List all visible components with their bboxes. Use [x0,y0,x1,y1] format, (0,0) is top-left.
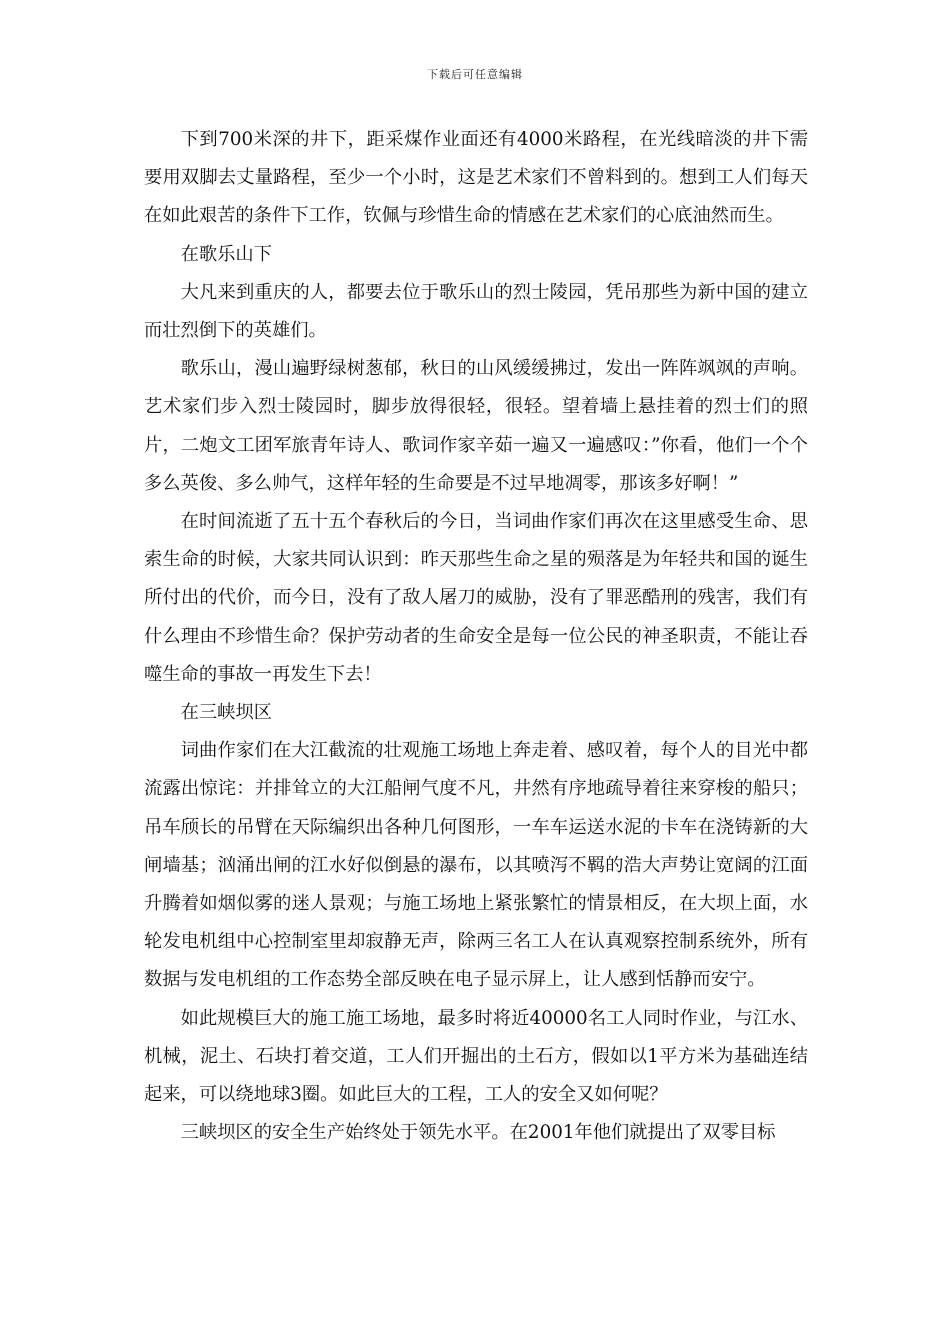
paragraph-martyrs-cemetery: 大凡来到重庆的人，都要去位于歌乐山的烈士陵园，凭吊那些为新中国的建立而壮烈倒下的英雄们。 [144,281,808,342]
document-body [144,121,808,1152]
paragraph-construction-site: 词曲作家们在大江截流的壮观施工场地上奔走着、感叹着，每个人的目光中都流露出惊诧：并排耸立的大江船闸气度不凡，井然有序地疏导着往来穿梭的船只；吊车颀长的吊臂在天际编织出各种几何图形，一车车运送水泥的卡车在浇铸新的大闸墙基；汹涌出闸的江水好似倒悬的瀑布，以其喷泻不羁的浩大声势让宽阔的江面升腾着如烟似雾的迷人景观；与施工场地上紧张繁忙的情景相反，在大坝上面，水轮发电机组中心控制室里却寂静无声，除两三名工人在认真观察控制系统外，所有数据与发电机组的工作态势全部反映在电子显示屏上，让人感到恬静而安宁。 [144,740,808,991]
paragraph-reflection-on-life: 在时间流逝了五十五个春秋后的今日，当词曲作家们再次在这里感受生命、思索生命的时候，大家共同认识到：昨天那些生命之星的殒落是为年轻共和国的诞生所付出的代价，而今日，没有了敌人屠刀的威胁，没有了罪恶酷刑的残害，我们有什么理由不珍惜生命？保护劳动者的生命安全是每一位公民的神圣职责，不能让吞噬生命的事故一再发生下去！ [144,511,808,685]
paragraph-gele-mountain-visit: 歌乐山，漫山遍野绿树葱郁，秋日的山风缓缓拂过，发出一阵阵飒飒的声响。艺术家们步入烈士陵园时，脚步放得很轻，很轻。望着墙上悬挂着的烈士们的照片，二炮文工团军旅青年诗人、歌词作家辛茹一遍又一遍感叹：”你看，他们一个个多么英俊、多么帅气，这样年轻的生命要是不过早地凋零，那该多好啊！” [144,358,808,494]
paragraph-project-scale: 如此规模巨大的施工施工场地，最多时将近40000名工人同时作业，与江水、机械，泥土、石块打着交道，工人们开掘出的土石方，假如以1平方米为基础连结起来，可以绕地球3圈。如此巨大的工程，工人的安全又如何呢？ [144,1007,808,1106]
section-heading-gele-mountain: 在歌乐山下 [180,243,272,265]
section-heading-three-gorges: 在三峡坝区 [180,702,272,724]
paragraph-mine-walk: 下到700米深的井下，距采煤作业面还有4000米路程，在光线暗淡的井下需要用双脚去丈量路程，至少一个小时，这是艺术家们不曾料到的。想到工人们每天在如此艰苦的条件下工作，钦佩与珍惜生命的情感在艺术家们的心底油然而生。 [144,129,808,227]
page-header: 下载后可任意编辑 [427,68,523,81]
paragraph-safety-record: 三峡坝区的安全生产始终处于领先水平。在2001年他们就提出了双零目标 [180,1122,776,1144]
